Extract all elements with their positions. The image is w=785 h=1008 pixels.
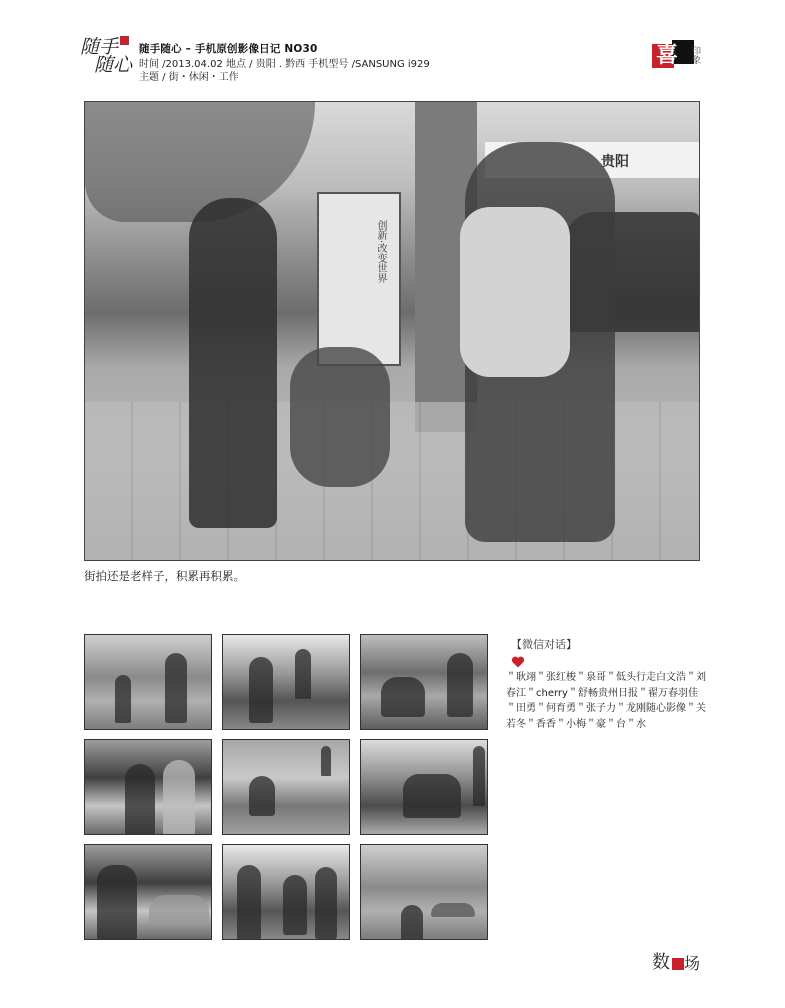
theme-line: 主题 / 街・休闲・工作: [139, 72, 239, 83]
logo-right: [648, 38, 704, 72]
trees: [85, 102, 315, 222]
footer-logo-char-2: 场: [684, 954, 701, 973]
logo-left: [80, 36, 132, 80]
wechat-names: ＂耿翊＂张红梭＂泉哥＂低头行走白文浩＂刘春江＂cherry＂舒畅贵州日报＂翟万春羽佳＂田勇＂何育勇＂张子力＂龙刚随心影像＂关若冬＂香香＂小梅＂豪＂台＂水: [506, 672, 706, 730]
seal-icon: [120, 36, 129, 45]
thumbnail[interactable]: [222, 634, 350, 730]
wechat-title: 【微信对话】: [511, 638, 577, 651]
footer-seal-icon: [672, 958, 684, 970]
man-jacket: [460, 207, 570, 377]
meta-line: 时间 /2013.04.02 地点 / 贵阳 . 黔西 手机型号 /SANSUNG i929: [139, 59, 430, 70]
thumbnail[interactable]: [360, 844, 488, 940]
footer-logo-char-1: 数: [652, 952, 670, 973]
child-on-scooter: [290, 347, 390, 487]
logo-right-side-text: 印象: [690, 46, 700, 64]
page-title: 随手随心 – 手机原创影像日记 NO30: [139, 43, 318, 55]
main-photo[interactable]: [84, 101, 700, 561]
woman-figure: [189, 198, 277, 528]
logo-left-char-2: 随心: [94, 54, 133, 76]
heart-icon: [511, 654, 525, 668]
thumbnail[interactable]: [84, 844, 212, 940]
footer-logo: [650, 952, 704, 982]
thumbnail[interactable]: [360, 634, 488, 730]
thumbnail[interactable]: [222, 739, 350, 835]
thumbnail[interactable]: [84, 634, 212, 730]
thumbnail[interactable]: [360, 739, 488, 835]
photo-caption: 街拍还是老样子，积累再积累。: [84, 569, 245, 583]
electric-box: [317, 192, 401, 366]
logo-left-char-1: 随手: [80, 36, 119, 58]
thumbnail[interactable]: [222, 844, 350, 940]
bank-sign-text: 贵阳: [601, 154, 629, 170]
logo-right-glyph: 喜: [656, 42, 679, 68]
electric-box-text: 创新·改变世界: [375, 220, 386, 284]
thumbnail[interactable]: [84, 739, 212, 835]
